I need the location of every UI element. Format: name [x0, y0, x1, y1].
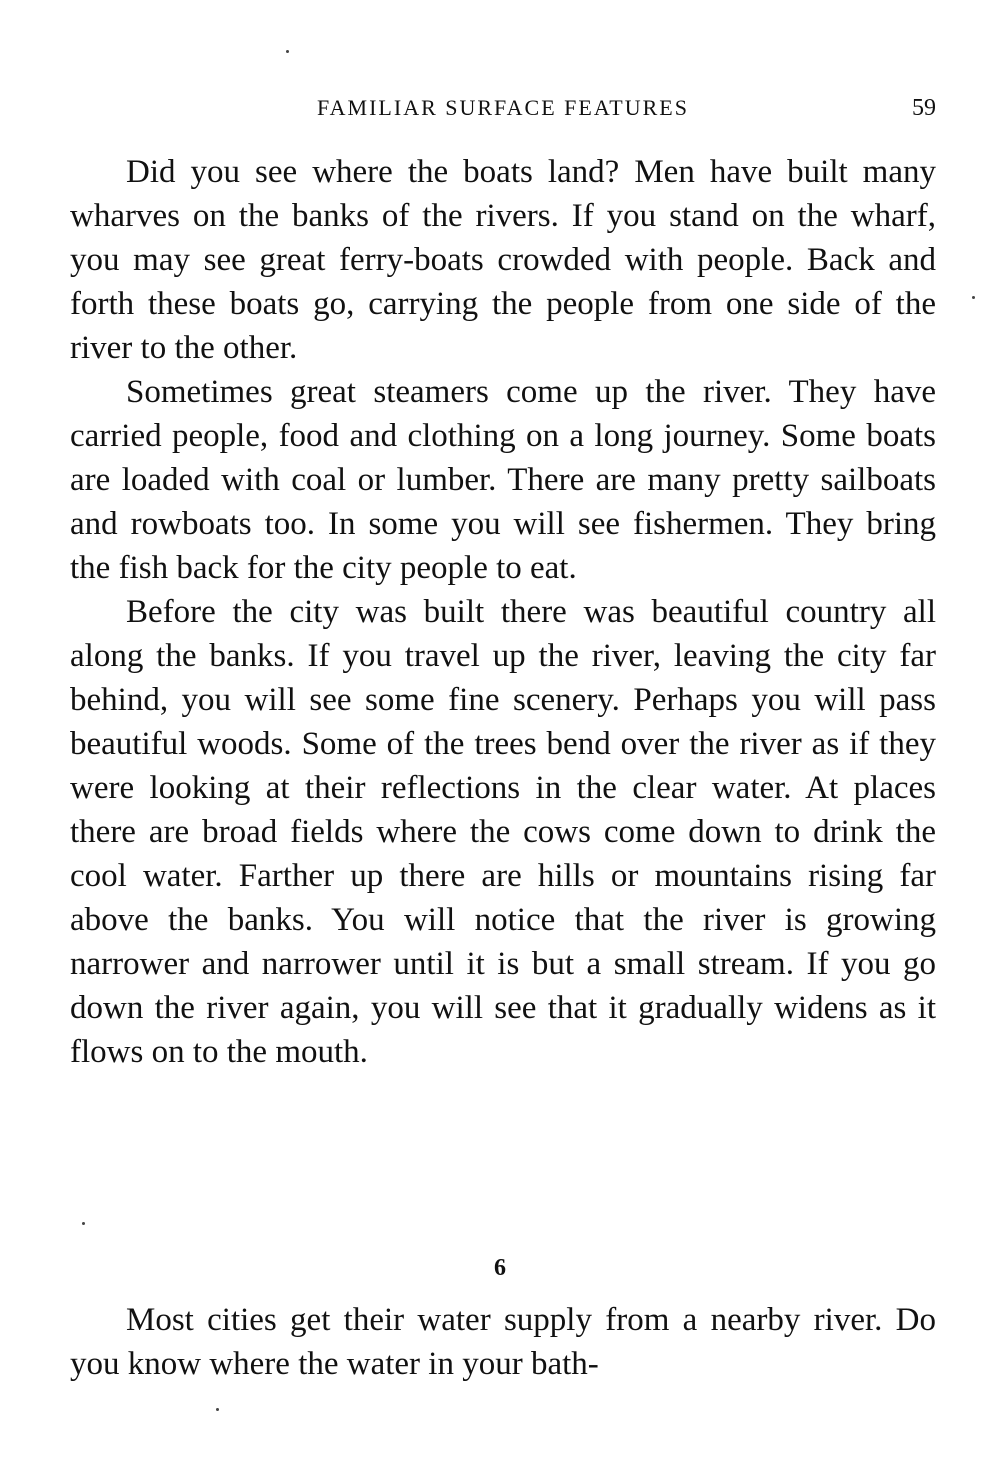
section-number: 6	[494, 1255, 506, 1281]
page-number: 59	[912, 95, 936, 121]
paragraph-country-banks: Before the city was built there was beautiful country all along the banks. If you travel up the river, leaving the city far behind, you will see some fine scenery. Perhaps you will pass beautiful woods. Some of the trees bend over the river as if they were looking at their reflections in the clear water. At places there are broad fields where the cows come down to drink the cool water. Farther up there are hills or mountains rising far above the banks. You will notice that the river is growing narrower and narrower until it is but a small stream. If you go down the river again, you will see that it gradually widens as it flows on to the mouth.	[70, 594, 936, 1070]
body-text	[70, 150, 936, 1074]
paragraph-steamers: Sometimes great steamers come up the river. They have carried people, food and clothing on a long journey. Some boats are loaded with coal or lumber. There are many pretty sailboats and rowboats too. In some you will see fishermen. They bring the fish back for the city people to eat.	[70, 374, 936, 586]
section-text	[70, 1298, 936, 1386]
print-speck	[82, 1222, 85, 1225]
paragraph-water-supply: Most cities get their water supply from a nearby river. Do you know where the water in your bath-	[70, 1302, 936, 1382]
print-speck	[972, 296, 975, 299]
print-speck	[216, 1408, 219, 1411]
running-head	[70, 90, 936, 126]
running-title: FAMILIAR SURFACE FEATURES	[317, 95, 689, 120]
print-speck	[286, 50, 289, 53]
paragraph-boats-land: Did you see where the boats land? Men have built many wharves on the banks of the rivers. If you stand on the wharf, you may see great ferry-boats crowded with people. Back and forth these boats go, carrying the people from one side of the river to the other.	[70, 154, 936, 366]
